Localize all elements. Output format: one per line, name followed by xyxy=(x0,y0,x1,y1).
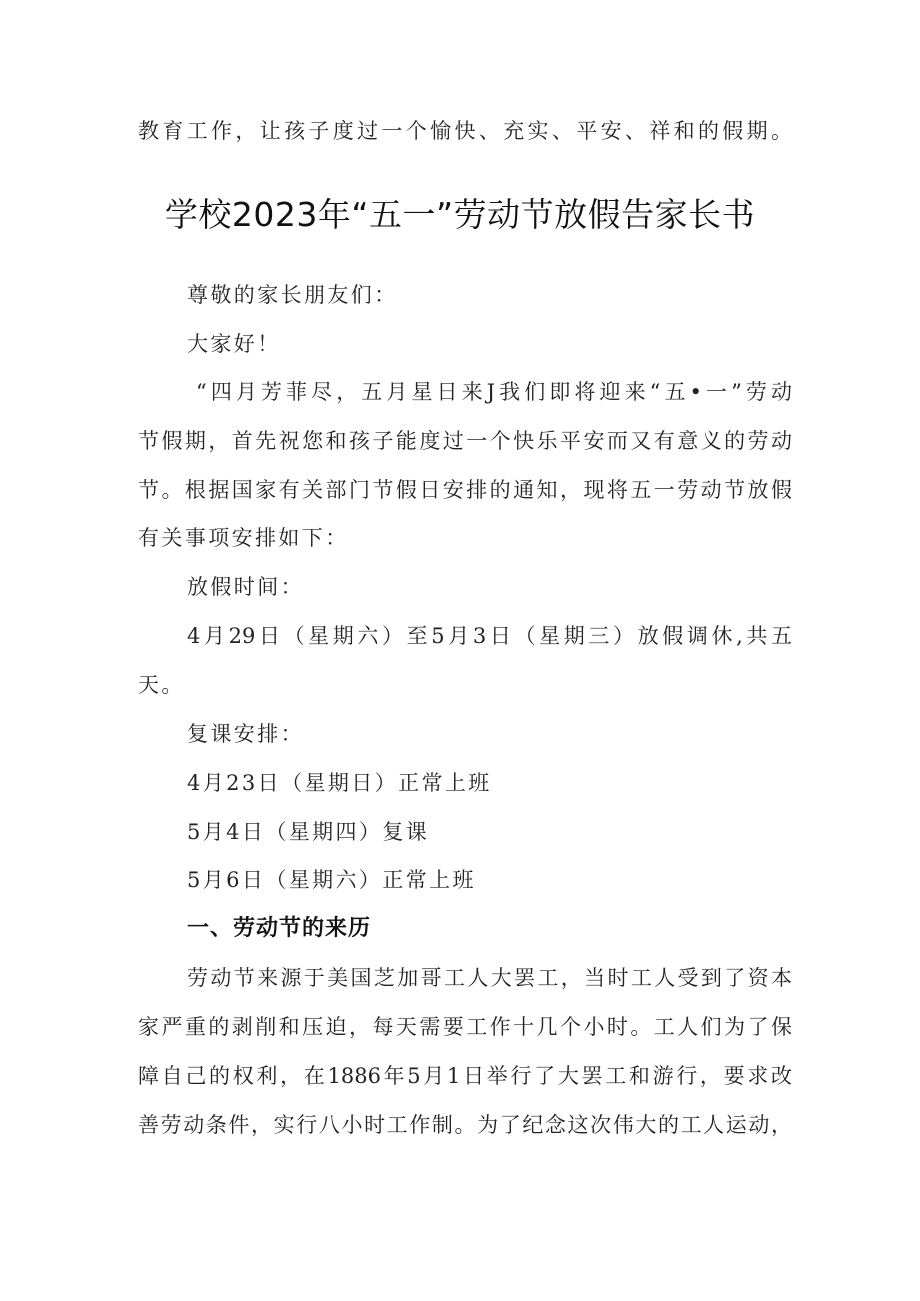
section-1-heading: 一、劳动节的来历 xyxy=(187,916,372,941)
paragraph-2-line-3: 障自己的权利，在1886年5月1日举行了大罢工和游行，要求改 xyxy=(138,1064,792,1088)
holiday-time-label: 放假时间： xyxy=(187,575,304,599)
holiday-time-line-1: 4月29日（星期六）至5月3日（星期三）放假调休,共五 xyxy=(187,624,792,648)
paragraph-2-line-1: 劳动节来源于美国芝加哥工人大罢工，当时工人受到了资本 xyxy=(187,966,792,990)
holiday-time-line-2: 天。 xyxy=(138,673,185,697)
resume-item-1: 4月23日（星期日）正常上班 xyxy=(187,771,492,795)
paragraph-2-line-4: 善劳动条件，实行八小时工作制。为了纪念这次伟大的工人运动， xyxy=(138,1113,792,1137)
resume-item-2: 5月4日（星期四）复课 xyxy=(187,820,430,844)
greeting: 大家好！ xyxy=(187,332,281,356)
paragraph-1-line-1: “四月芳菲尽，五月星日来J我们即将迎来“五•一”劳动 xyxy=(196,380,792,404)
resume-item-3: 5月6日（星期六）正常上班 xyxy=(187,868,476,892)
document-title: 学校2023年“五一”劳动节放假告家长书 xyxy=(164,195,756,234)
paragraph-1-line-4: 有关事项安排如下： xyxy=(138,526,349,550)
salutation: 尊敬的家长朋友们： xyxy=(187,283,398,307)
resume-arrangement-label: 复课安排： xyxy=(187,722,304,746)
paragraph-1-line-3: 节。根据国家有关部门节假日安排的通知，现将五一劳动节放假 xyxy=(138,478,792,502)
intro-tail-line: 教育工作，让孩子度过一个愉快、充实、平安、祥和的假期。 xyxy=(138,119,792,143)
paragraph-2-line-2: 家严重的剥削和压迫，每天需要工作十几个小时。工人们为了保 xyxy=(138,1015,792,1039)
paragraph-1-line-2: 节假期，首先祝您和孩子能度过一个快乐平安而又有意义的劳动 xyxy=(138,429,792,453)
